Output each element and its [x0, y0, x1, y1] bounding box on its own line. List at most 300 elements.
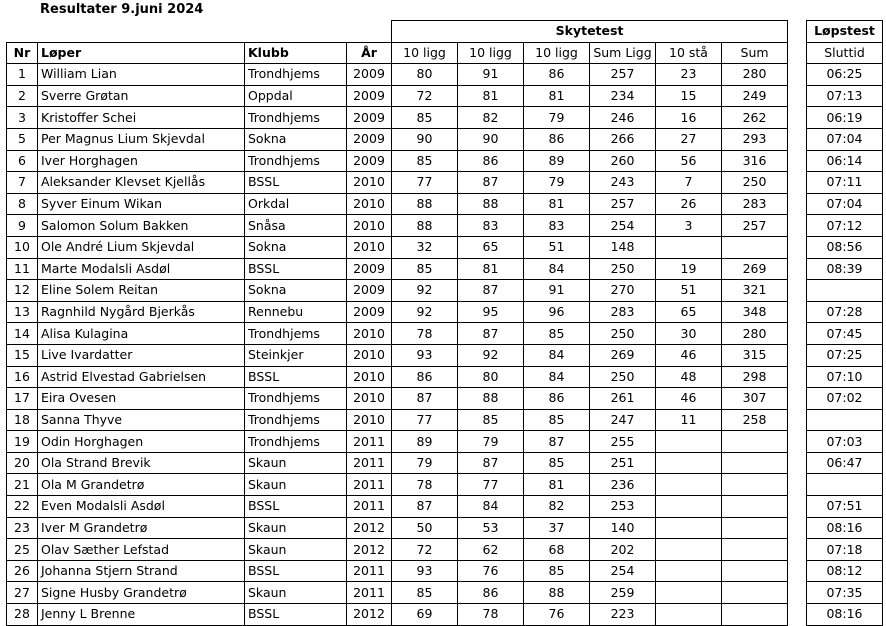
cell-nr: 5: [7, 128, 38, 150]
table-row: [807, 85, 883, 107]
cell-ar: 2010: [347, 366, 392, 388]
cell-sum: [722, 517, 788, 539]
cell-ligg2: 83: [458, 215, 524, 237]
cell-ligg1: 92: [392, 280, 458, 302]
cell-nr: 18: [7, 409, 38, 431]
cell-ligg1: 32: [392, 236, 458, 258]
cell-loper: Eira Ovesen: [38, 388, 245, 410]
cell-sluttid: 07:28: [807, 301, 883, 323]
cell-ligg3: 86: [524, 388, 590, 410]
group-header-row: [7, 21, 788, 43]
cell-ligg3: 85: [524, 452, 590, 474]
cell-sum: 250: [722, 172, 788, 194]
cell-sumligg: 269: [590, 344, 656, 366]
cell-ligg2: 81: [458, 258, 524, 280]
cell-ligg2: 84: [458, 496, 524, 518]
cell-ligg3: 86: [524, 64, 590, 86]
cell-nr: 3: [7, 107, 38, 129]
table-row: [807, 474, 883, 496]
cell-sluttid: 08:16: [807, 604, 883, 626]
cell-sumligg: 223: [590, 604, 656, 626]
cell-ligg1: 85: [392, 150, 458, 172]
table-row: [7, 301, 788, 323]
cell-staa: [656, 539, 722, 561]
cell-loper: Ola Strand Brevik: [38, 452, 245, 474]
cell-sum: 298: [722, 366, 788, 388]
cell-klubb: Skaun: [245, 539, 347, 561]
cell-ar: 2009: [347, 85, 392, 107]
cell-ligg1: 93: [392, 560, 458, 582]
skytetest-header: Skytetest: [392, 21, 788, 43]
cell-ligg3: 79: [524, 172, 590, 194]
cell-sluttid: 07:11: [807, 172, 883, 194]
cell-sluttid: 07:45: [807, 323, 883, 345]
cell-sum: 269: [722, 258, 788, 280]
cell-ligg3: 89: [524, 150, 590, 172]
cell-ligg3: 83: [524, 215, 590, 237]
cell-klubb: Skaun: [245, 452, 347, 474]
table-row: [807, 582, 883, 604]
cell-staa: 51: [656, 280, 722, 302]
cell-klubb: BSSL: [245, 604, 347, 626]
col-ligg1: 10 ligg: [392, 42, 458, 64]
cell-klubb: Rennebu: [245, 301, 347, 323]
table-row: [7, 539, 788, 561]
cell-sluttid: 08:39: [807, 258, 883, 280]
cell-sluttid: 07:35: [807, 582, 883, 604]
table-row: [807, 539, 883, 561]
cell-ar: 2010: [347, 215, 392, 237]
cell-sumligg: 246: [590, 107, 656, 129]
cell-ligg1: 92: [392, 301, 458, 323]
cell-sluttid: 06:19: [807, 107, 883, 129]
table-row: [807, 431, 883, 453]
cell-sumligg: 250: [590, 258, 656, 280]
cell-klubb: Orkdal: [245, 193, 347, 215]
cell-ligg2: 91: [458, 64, 524, 86]
cell-nr: 2: [7, 85, 38, 107]
page-title: Resultater 9.juni 2024: [40, 2, 204, 17]
cell-sumligg: 140: [590, 517, 656, 539]
table-row: [7, 128, 788, 150]
cell-sumligg: 266: [590, 128, 656, 150]
cell-sluttid: 07:03: [807, 431, 883, 453]
cell-klubb: Trondhjems: [245, 431, 347, 453]
cell-staa: [656, 452, 722, 474]
table-row: [807, 150, 883, 172]
cell-sumligg: 270: [590, 280, 656, 302]
cell-ligg2: 87: [458, 172, 524, 194]
cell-ligg1: 89: [392, 431, 458, 453]
cell-loper: Johanna Stjern Strand: [38, 560, 245, 582]
cell-nr: 26: [7, 560, 38, 582]
cell-klubb: Trondhjems: [245, 150, 347, 172]
cell-loper: Alisa Kulagina: [38, 323, 245, 345]
table-row: [807, 344, 883, 366]
cell-sumligg: 253: [590, 496, 656, 518]
cell-ar: 2009: [347, 128, 392, 150]
table-row: [7, 409, 788, 431]
cell-sumligg: 261: [590, 388, 656, 410]
cell-klubb: Sokna: [245, 236, 347, 258]
table-row: [807, 301, 883, 323]
cell-sum: [722, 431, 788, 453]
cell-sluttid: 06:25: [807, 64, 883, 86]
cell-klubb: Skaun: [245, 474, 347, 496]
cell-ligg2: 62: [458, 539, 524, 561]
table-row: [7, 366, 788, 388]
cell-sum: 348: [722, 301, 788, 323]
cell-ligg1: 88: [392, 215, 458, 237]
cell-loper: Live Ivardatter: [38, 344, 245, 366]
cell-staa: 27: [656, 128, 722, 150]
lopstest-table: [806, 20, 883, 626]
cell-ar: 2010: [347, 193, 392, 215]
cell-nr: 14: [7, 323, 38, 345]
cell-sumligg: 250: [590, 366, 656, 388]
table-row: [7, 172, 788, 194]
table-row: [807, 128, 883, 150]
cell-klubb: Snåsa: [245, 215, 347, 237]
cell-loper: Eline Solem Reitan: [38, 280, 245, 302]
table-row: [7, 474, 788, 496]
cell-loper: Syver Einum Wikan: [38, 193, 245, 215]
cell-ligg3: 96: [524, 301, 590, 323]
cell-ar: 2012: [347, 517, 392, 539]
cell-klubb: Trondhjems: [245, 409, 347, 431]
table-row: [7, 344, 788, 366]
cell-ligg3: 84: [524, 366, 590, 388]
cell-nr: 28: [7, 604, 38, 626]
cell-ar: 2009: [347, 150, 392, 172]
cell-nr: 15: [7, 344, 38, 366]
cell-staa: 65: [656, 301, 722, 323]
cell-ligg2: 79: [458, 431, 524, 453]
cell-staa: 11: [656, 409, 722, 431]
lopstest-header: Løpstest: [807, 21, 883, 43]
cell-ar: 2010: [347, 388, 392, 410]
cell-klubb: Trondhjems: [245, 64, 347, 86]
cell-ligg1: 77: [392, 409, 458, 431]
cell-sluttid: 08:12: [807, 560, 883, 582]
results-table: [6, 20, 788, 626]
cell-staa: 26: [656, 193, 722, 215]
cell-sum: [722, 496, 788, 518]
cell-sumligg: 283: [590, 301, 656, 323]
cell-ligg3: 87: [524, 431, 590, 453]
cell-sum: [722, 560, 788, 582]
cell-sluttid: [807, 474, 883, 496]
cell-ligg2: 78: [458, 604, 524, 626]
cell-ar: 2009: [347, 301, 392, 323]
cell-staa: [656, 604, 722, 626]
cell-staa: 7: [656, 172, 722, 194]
cell-sum: 258: [722, 409, 788, 431]
cell-staa: [656, 582, 722, 604]
cell-ligg2: 53: [458, 517, 524, 539]
cell-ligg3: 85: [524, 560, 590, 582]
cell-ligg2: 88: [458, 193, 524, 215]
cell-sum: 262: [722, 107, 788, 129]
cell-sluttid: [807, 409, 883, 431]
cell-ligg1: 77: [392, 172, 458, 194]
cell-ligg2: 87: [458, 280, 524, 302]
cell-klubb: Sokna: [245, 280, 347, 302]
col-loper: Løper: [38, 42, 245, 64]
cell-ligg1: 69: [392, 604, 458, 626]
cell-sluttid: 08:56: [807, 236, 883, 258]
cell-ligg3: 37: [524, 517, 590, 539]
cell-sumligg: 259: [590, 582, 656, 604]
cell-sumligg: 243: [590, 172, 656, 194]
table-row: [7, 452, 788, 474]
col-ligg2: 10 ligg: [458, 42, 524, 64]
cell-sumligg: 202: [590, 539, 656, 561]
cell-ligg2: 92: [458, 344, 524, 366]
table-row: [807, 258, 883, 280]
cell-sumligg: 250: [590, 323, 656, 345]
cell-ar: 2009: [347, 280, 392, 302]
cell-ligg3: 91: [524, 280, 590, 302]
cell-sum: 307: [722, 388, 788, 410]
cell-sumligg: 251: [590, 452, 656, 474]
cell-ligg1: 78: [392, 323, 458, 345]
lopstest-header-row: [807, 21, 883, 43]
cell-nr: 10: [7, 236, 38, 258]
table-row: [807, 172, 883, 194]
cell-ligg3: 84: [524, 344, 590, 366]
cell-sum: 293: [722, 128, 788, 150]
cell-ligg1: 72: [392, 539, 458, 561]
table-row: [7, 323, 788, 345]
cell-loper: Ragnhild Nygård Bjerkås: [38, 301, 245, 323]
cell-sluttid: 07:51: [807, 496, 883, 518]
cell-loper: Ole André Lium Skjevdal: [38, 236, 245, 258]
table-row: [807, 107, 883, 129]
cell-ar: 2011: [347, 431, 392, 453]
cell-loper: Iver Horghagen: [38, 150, 245, 172]
cell-staa: [656, 474, 722, 496]
cell-staa: 3: [656, 215, 722, 237]
cell-ar: 2011: [347, 474, 392, 496]
cell-ligg1: 87: [392, 388, 458, 410]
table-row: [7, 496, 788, 518]
cell-loper: Jenny L Brenne: [38, 604, 245, 626]
cell-ligg1: 85: [392, 258, 458, 280]
cell-nr: 19: [7, 431, 38, 453]
cell-nr: 17: [7, 388, 38, 410]
cell-sluttid: 07:04: [807, 193, 883, 215]
cell-klubb: Sokna: [245, 128, 347, 150]
cell-loper: Astrid Elvestad Gabrielsen: [38, 366, 245, 388]
cell-klubb: BSSL: [245, 496, 347, 518]
cell-loper: Per Magnus Lium Skjevdal: [38, 128, 245, 150]
cell-sumligg: 234: [590, 85, 656, 107]
cell-sumligg: 148: [590, 236, 656, 258]
cell-klubb: BSSL: [245, 258, 347, 280]
cell-klubb: Trondhjems: [245, 388, 347, 410]
table-row: [807, 366, 883, 388]
table-row: [807, 215, 883, 237]
cell-ligg3: 81: [524, 474, 590, 496]
table-row: [7, 431, 788, 453]
cell-ligg1: 87: [392, 496, 458, 518]
cell-nr: 1: [7, 64, 38, 86]
cell-ar: 2009: [347, 64, 392, 86]
cell-ligg2: 76: [458, 560, 524, 582]
cell-loper: Even Modalsli Asdøl: [38, 496, 245, 518]
cell-staa: [656, 560, 722, 582]
col-ligg3: 10 ligg: [524, 42, 590, 64]
cell-loper: Signe Husby Grandetrø: [38, 582, 245, 604]
cell-sluttid: 07:25: [807, 344, 883, 366]
cell-sumligg: 255: [590, 431, 656, 453]
cell-klubb: Trondhjems: [245, 323, 347, 345]
cell-sluttid: 06:14: [807, 150, 883, 172]
cell-sum: 321: [722, 280, 788, 302]
cell-ligg2: 90: [458, 128, 524, 150]
cell-ligg3: 76: [524, 604, 590, 626]
cell-ligg2: 87: [458, 452, 524, 474]
cell-loper: Olav Sæther Lefstad: [38, 539, 245, 561]
cell-sluttid: 08:16: [807, 517, 883, 539]
cell-sum: 283: [722, 193, 788, 215]
cell-ligg2: 65: [458, 236, 524, 258]
cell-ligg1: 80: [392, 64, 458, 86]
cell-sluttid: 07:18: [807, 539, 883, 561]
cell-ligg2: 88: [458, 388, 524, 410]
cell-ar: 2010: [347, 344, 392, 366]
cell-sum: [722, 539, 788, 561]
cell-sumligg: 257: [590, 64, 656, 86]
column-header-row: [7, 42, 788, 64]
cell-sumligg: 254: [590, 560, 656, 582]
cell-sum: 280: [722, 64, 788, 86]
table-row: [807, 236, 883, 258]
cell-sluttid: 07:02: [807, 388, 883, 410]
col-sluttid: Sluttid: [807, 42, 883, 64]
cell-ar: 2011: [347, 496, 392, 518]
cell-ligg2: 77: [458, 474, 524, 496]
table-row: [807, 388, 883, 410]
table-row: [7, 64, 788, 86]
cell-klubb: Steinkjer: [245, 344, 347, 366]
cell-ligg3: 81: [524, 193, 590, 215]
cell-ligg2: 86: [458, 582, 524, 604]
table-row: [7, 150, 788, 172]
cell-nr: 25: [7, 539, 38, 561]
cell-ar: 2012: [347, 604, 392, 626]
cell-sumligg: 257: [590, 193, 656, 215]
cell-staa: 19: [656, 258, 722, 280]
table-row: [7, 517, 788, 539]
cell-klubb: Trondhjems: [245, 107, 347, 129]
cell-nr: 11: [7, 258, 38, 280]
cell-staa: 46: [656, 388, 722, 410]
cell-ligg3: 85: [524, 323, 590, 345]
cell-ligg3: 51: [524, 236, 590, 258]
cell-ligg1: 93: [392, 344, 458, 366]
table-row: [807, 560, 883, 582]
table-row: [7, 193, 788, 215]
cell-sumligg: 254: [590, 215, 656, 237]
cell-ligg3: 82: [524, 496, 590, 518]
cell-sluttid: 07:10: [807, 366, 883, 388]
cell-loper: Iver M Grandetrø: [38, 517, 245, 539]
cell-ligg2: 87: [458, 323, 524, 345]
cell-ligg1: 86: [392, 366, 458, 388]
cell-ligg1: 85: [392, 107, 458, 129]
table-row: [807, 193, 883, 215]
table-row: [7, 388, 788, 410]
col-klubb: Klubb: [245, 42, 347, 64]
cell-loper: Sanna Thyve: [38, 409, 245, 431]
cell-ar: 2010: [347, 236, 392, 258]
cell-ligg3: 84: [524, 258, 590, 280]
cell-sluttid: 07:13: [807, 85, 883, 107]
cell-nr: 21: [7, 474, 38, 496]
cell-nr: 7: [7, 172, 38, 194]
cell-ligg2: 82: [458, 107, 524, 129]
cell-klubb: BSSL: [245, 560, 347, 582]
cell-ligg3: 85: [524, 409, 590, 431]
cell-sluttid: [807, 280, 883, 302]
cell-ar: 2011: [347, 582, 392, 604]
cell-ligg1: 79: [392, 452, 458, 474]
cell-sum: [722, 604, 788, 626]
cell-ligg2: 81: [458, 85, 524, 107]
cell-sum: 316: [722, 150, 788, 172]
cell-sum: 315: [722, 344, 788, 366]
table-row: [807, 517, 883, 539]
cell-sum: 249: [722, 85, 788, 107]
cell-ligg1: 88: [392, 193, 458, 215]
cell-staa: 56: [656, 150, 722, 172]
cell-nr: 13: [7, 301, 38, 323]
cell-loper: Kristoffer Schei: [38, 107, 245, 129]
table-row: [7, 582, 788, 604]
cell-klubb: Oppdal: [245, 85, 347, 107]
col-ar: År: [347, 42, 392, 64]
col-sum: Sum: [722, 42, 788, 64]
cell-nr: 9: [7, 215, 38, 237]
table-row: [7, 604, 788, 626]
col-sumligg: Sum Ligg: [590, 42, 656, 64]
table-row: [807, 452, 883, 474]
cell-ar: 2010: [347, 323, 392, 345]
sluttid-header-row: [807, 42, 883, 64]
table-row: [7, 236, 788, 258]
cell-sumligg: 236: [590, 474, 656, 496]
cell-sluttid: 07:04: [807, 128, 883, 150]
cell-loper: William Lian: [38, 64, 245, 86]
cell-staa: 15: [656, 85, 722, 107]
table-row: [807, 64, 883, 86]
cell-ligg3: 88: [524, 582, 590, 604]
cell-nr: 8: [7, 193, 38, 215]
cell-ar: 2012: [347, 539, 392, 561]
cell-ligg1: 72: [392, 85, 458, 107]
cell-ligg2: 95: [458, 301, 524, 323]
table-row: [7, 85, 788, 107]
cell-staa: 30: [656, 323, 722, 345]
cell-loper: Marte Modalsli Asdøl: [38, 258, 245, 280]
cell-nr: 12: [7, 280, 38, 302]
cell-ligg1: 85: [392, 582, 458, 604]
cell-nr: 23: [7, 517, 38, 539]
cell-ar: 2011: [347, 452, 392, 474]
table-row: [807, 280, 883, 302]
